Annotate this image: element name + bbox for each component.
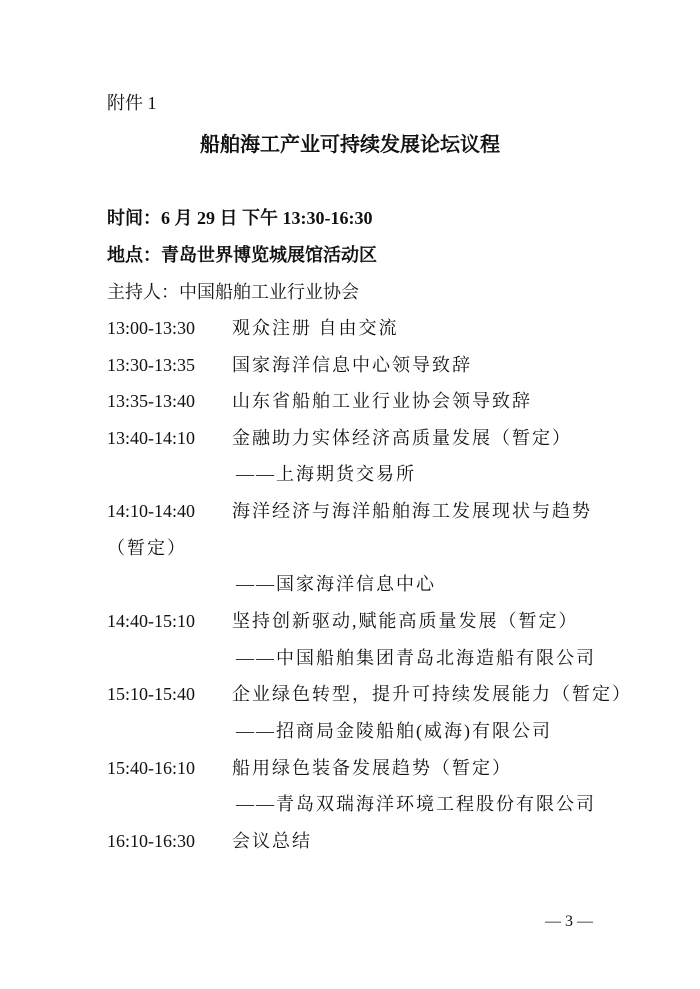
place-line: 地点：青岛世界博览城展馆活动区	[107, 245, 377, 265]
agenda-time: 13:00-13:30	[107, 318, 195, 338]
agenda-topic: 观众注册 自由交流	[232, 318, 399, 338]
agenda-topic-continued: （暂定）	[107, 538, 187, 558]
agenda-topic: 山东省船舶工业行业协会领导致辞	[232, 391, 532, 411]
attachment-label: 附件 1	[107, 93, 157, 113]
page-title: 船舶海工产业可持续发展论坛议程	[200, 134, 500, 156]
page-number: — 3 —	[545, 913, 593, 930]
agenda-topic: 国家海洋信息中心领导致辞	[232, 355, 472, 375]
agenda-speaker: ——上海期货交易所	[236, 464, 416, 484]
agenda-speaker: ——中国船舶集团青岛北海造船有限公司	[236, 648, 596, 668]
agenda-time: 14:10-14:40	[107, 501, 195, 521]
agenda-speaker: ——青岛双瑞海洋环境工程股份有限公司	[236, 794, 596, 814]
agenda-time: 13:30-13:35	[107, 355, 195, 375]
agenda-speaker: ——招商局金陵船舶(威海)有限公司	[236, 721, 552, 741]
agenda-topic: 金融助力实体经济高质量发展（暂定）	[232, 428, 572, 448]
agenda-time: 15:40-16:10	[107, 758, 195, 778]
agenda-topic: 船用绿色装备发展趋势（暂定）	[232, 758, 512, 778]
agenda-topic: 会议总结	[232, 831, 312, 851]
agenda-speaker: ——国家海洋信息中心	[236, 574, 436, 594]
agenda-time: 14:40-15:10	[107, 611, 195, 631]
agenda-time: 15:10-15:40	[107, 684, 195, 704]
agenda-time: 13:40-14:10	[107, 428, 195, 448]
agenda-topic: 海洋经济与海洋船舶海工发展现状与趋势	[232, 501, 592, 521]
time-line: 时间：6 月 29 日 下午 13:30-16:30	[107, 208, 373, 228]
agenda-time: 13:35-13:40	[107, 391, 195, 411]
agenda-topic: 企业绿色转型，提升可持续发展能力（暂定）	[232, 684, 632, 704]
agenda-topic: 坚持创新驱动,赋能高质量发展（暂定）	[232, 611, 579, 631]
agenda-time: 16:10-16:30	[107, 831, 195, 851]
host-line: 主持人：中国船舶工业行业协会	[107, 282, 359, 302]
